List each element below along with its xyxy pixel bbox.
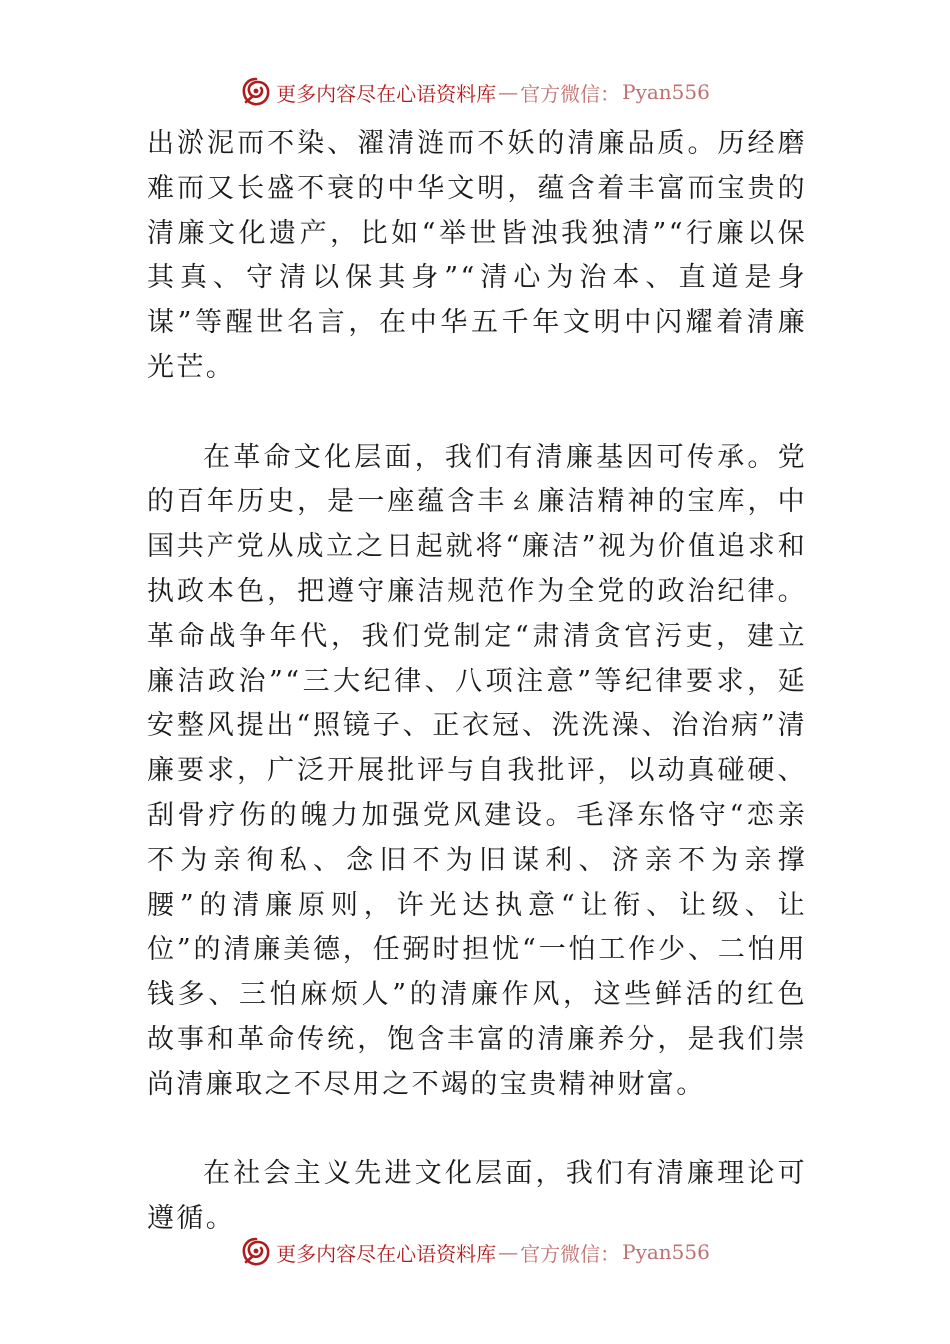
paragraph-gap <box>147 391 807 436</box>
document-body <box>147 122 807 1242</box>
paragraph-chinese-civilization: 出淤泥而不染、濯清涟而不妖的清廉品质。历经磨难而又长盛不衰的中华文明，蕴含着丰富而宝贵的清廉文化遗产，比如“举世皆浊我独清”“行廉以保其真、守清以保其身”“清心为治本、直道是身谋”等醒世名言，在中华五千年文明中闪耀着清廉光芒。 <box>147 128 807 383</box>
swirl-logo-icon <box>240 1236 272 1268</box>
banner-title: 更多内容尽在心语资料库 <box>276 81 497 106</box>
footer-banner <box>0 1232 950 1272</box>
banner-wechat-label: 官方微信： <box>520 1241 621 1266</box>
banner-wechat-label: 官方微信： <box>520 81 621 106</box>
banner-dash: — <box>498 1240 519 1264</box>
paragraph-socialist-culture: 在社会主义先进文化层面，我们有清廉理论可遵循。 <box>147 1158 807 1235</box>
paragraph-gap <box>147 1108 807 1153</box>
banner-wechat-id: Pyan556 <box>622 1240 710 1264</box>
swirl-logo-icon <box>240 76 272 108</box>
banner-dash: — <box>498 80 519 104</box>
header-banner <box>0 72 950 112</box>
banner-wechat-id: Pyan556 <box>622 80 710 104</box>
banner-title: 更多内容尽在心语资料库 <box>276 1241 497 1266</box>
paragraph-revolutionary-culture: 在革命文化层面，我们有清廉基因可传承。党的百年历史，是一座蕴含丰ㄠ廉洁精神的宝库，中国共产党从成立之日起就将“廉洁”视为价值追求和执政本色，把遵守廉洁规范作为全党的政治纪律。革命战争年代，我们党制定“肃清贪官污吏，建立廉洁政治”“三大纪律、八项注意”等纪律要求，延安整风提出“照镜子、正衣冠、洗洗澡、治治病”清廉要求，广泛开展批评与自我批评，以动真碰硬、刮骨疗伤的魄力加强党风建设。毛泽东恪守“恋亲不为亲徇私、念旧不为旧谋利、济亲不为亲撑腰”的清廉原则，许光达执意“让衔、让级、让位”的清廉美德，任弼时担忧“一怕工作少、二怕用钱多、三怕麻烦人”的清廉作风，这些鲜活的红色故事和革命传统，饱含丰富的清廉养分，是我们崇尚清廉取之不尽用之不竭的宝贵精神财富。 <box>147 441 807 1100</box>
